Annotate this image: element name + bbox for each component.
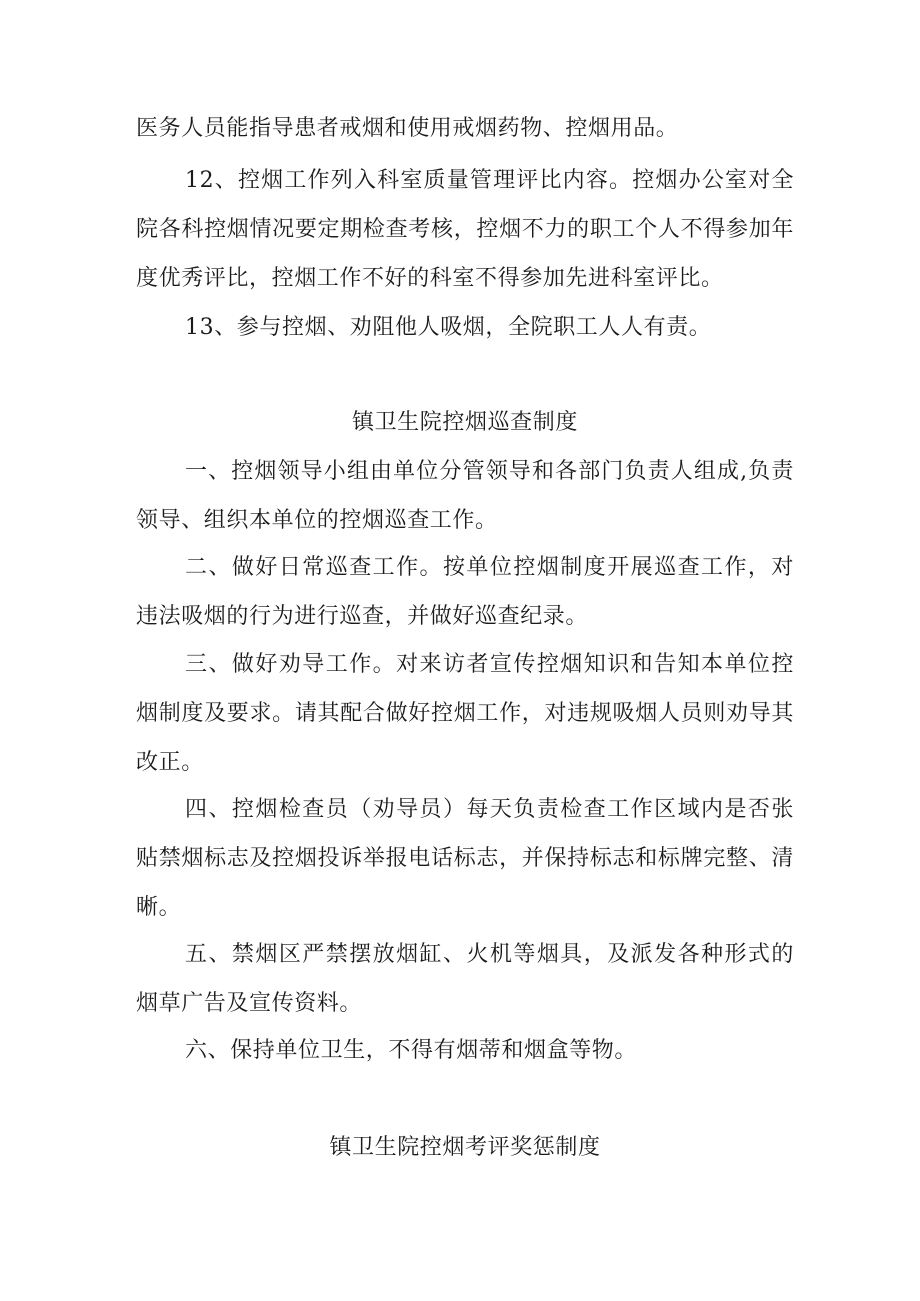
- paragraph-patrol-6: 六、保持单位卫生，不得有烟蒂和烟盒等物。: [185, 1038, 638, 1063]
- paragraph-item-12: 12、控烟工作列入科室质量管理评比内容。控烟办公室对全院各科控烟情况要定期检查考核，控烟不力的职工个人不得参加年度优秀评比，控烟工作不好的科室不得参加先进科室评比。: [136, 168, 794, 291]
- section-title-evaluation: 镇卫生院控烟考评奖惩制度: [329, 1135, 601, 1160]
- paragraph-item-13: 13、参与控烟、劝阻他人吸烟，全院职工人人有责。: [185, 315, 712, 340]
- paragraph-patrol-1: 一、控烟领导小组由单位分管领导和各部门负责人组成,负责领导、组织本单位的控烟巡查工作。: [136, 459, 794, 533]
- paragraph-patrol-2: 二、做好日常巡查工作。按单位控烟制度开展巡查工作，对违法吸烟的行为进行巡查，并做好巡查纪录。: [136, 555, 794, 629]
- section-title-patrol: 镇卫生院控烟巡查制度: [351, 410, 578, 435]
- paragraph-continuation: 医务人员能指导患者戒烟和使用戒烟药物、控烟用品。: [136, 116, 679, 141]
- paragraph-patrol-3: 三、做好劝导工作。对来访者宣传控烟知识和告知本单位控烟制度及要求。请其配合做好控烟工作，对违规吸烟人员则劝导其改正。: [136, 652, 794, 775]
- paragraph-patrol-4: 四、控烟检查员（劝导员）每天负责检查工作区域内是否张贴禁烟标志及控烟投诉举报电话标志，并保持标志和标牌完整、清晰。: [136, 797, 794, 920]
- paragraph-patrol-5: 五、禁烟区严禁摆放烟缸、火机等烟具，及派发各种形式的烟草广告及宣传资料。: [136, 942, 794, 1016]
